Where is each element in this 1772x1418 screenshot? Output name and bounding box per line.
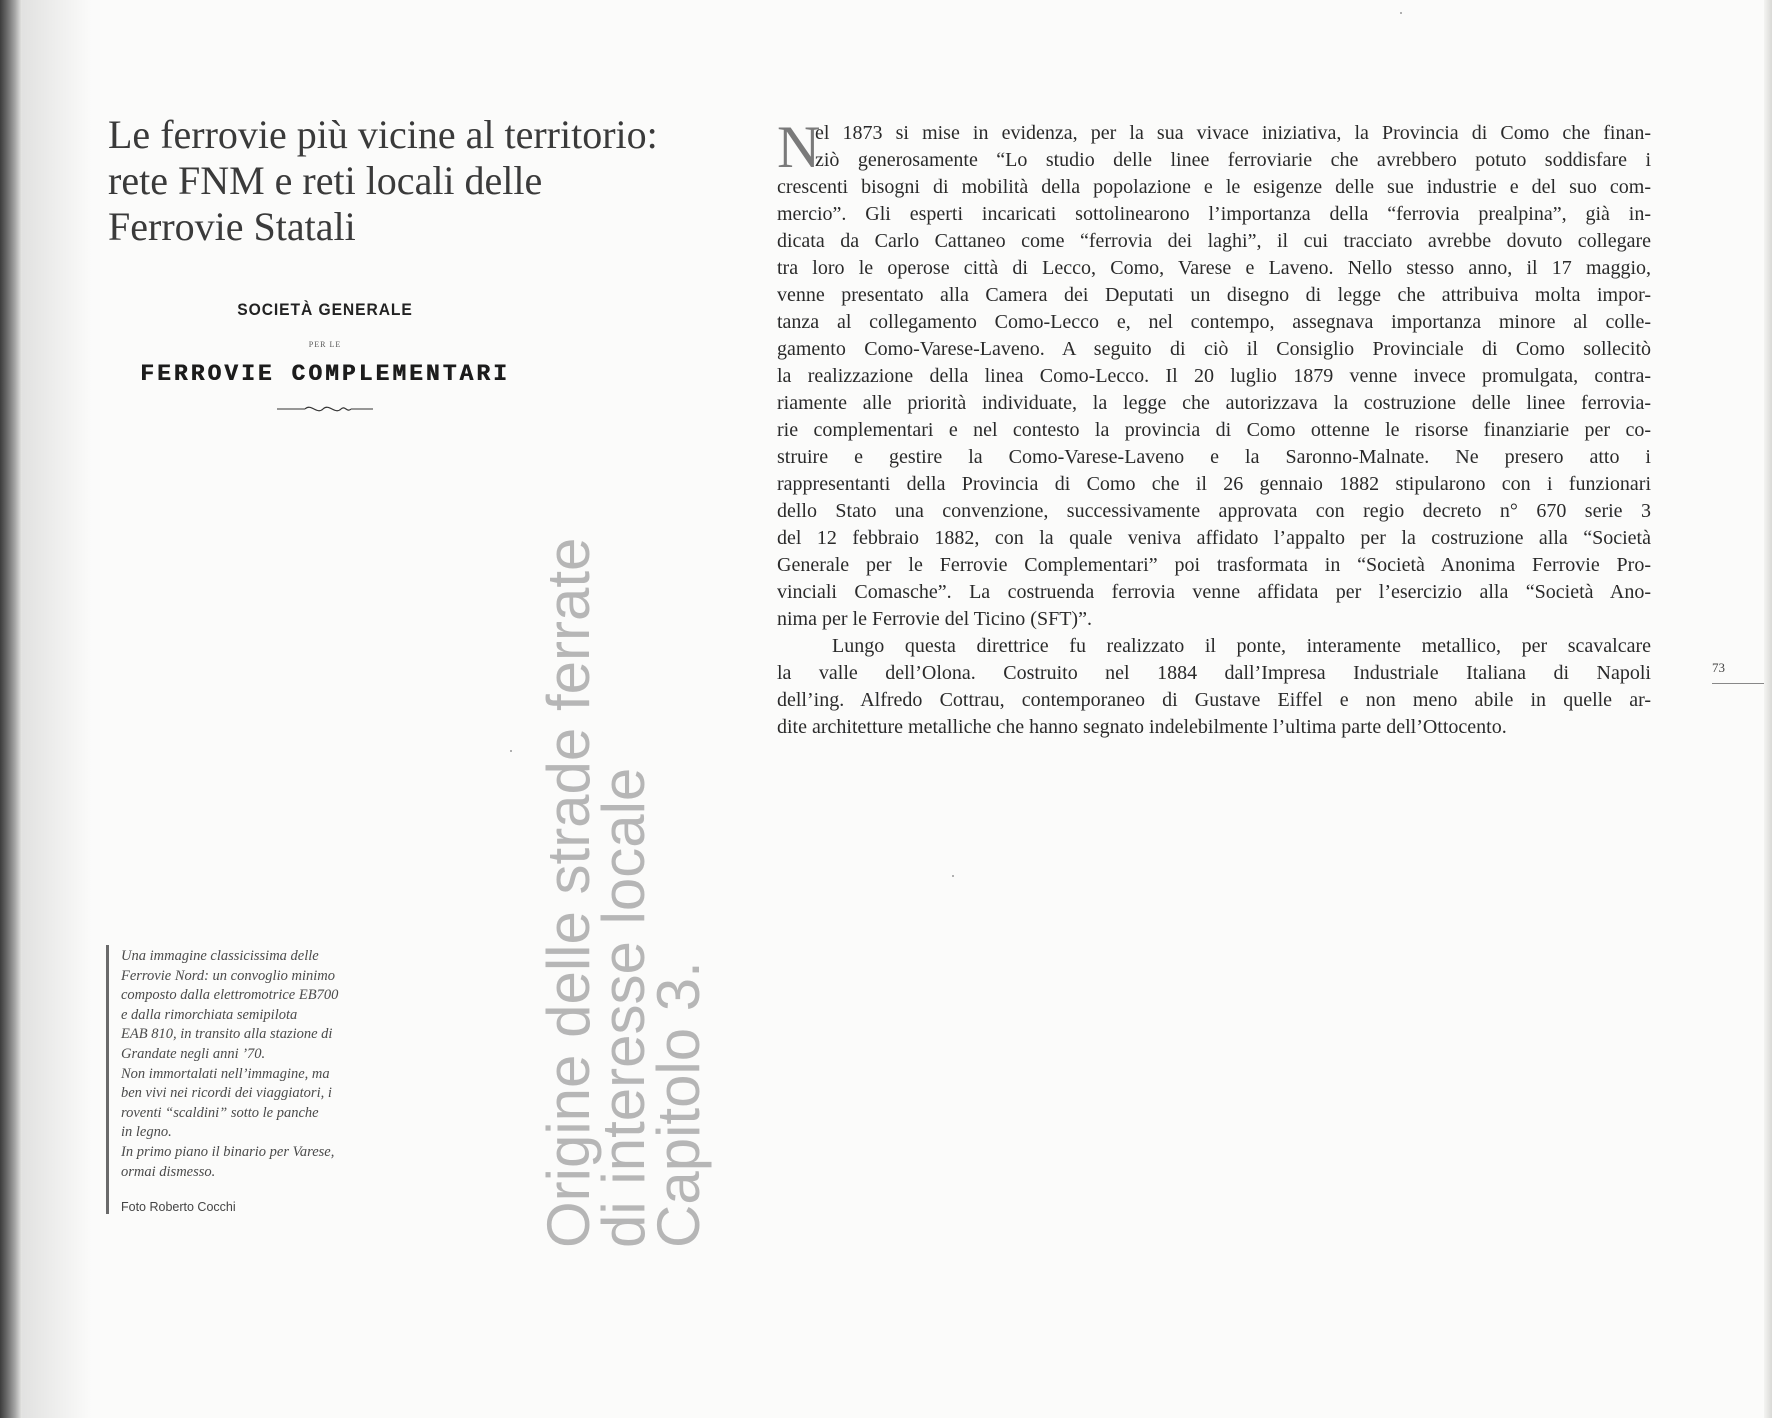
chapter-line: Capitolo 3. [645,961,712,1248]
article-line: tanza al collegamento Como-Lecco e, nel contempo, assegnava importanza minore al colle- [777,311,1651,333]
article-line: Lungo questa direttrice fu realizzato il ponte, interamente metallico, per scavalcare [832,635,1651,657]
caption-line: In primo piano il binario per Varese, [121,1143,335,1160]
article-line: nima per le Ferrovie del Ticino (SFT)”. [777,608,1092,630]
article-line: dell’ing. Alfredo Cottrau, contemporaneo di Gustave Eiffel e non meno abile in quelle ar- [777,689,1651,711]
article-line: la realizzazione della linea Como-Lecco. Il 20 luglio 1879 venne invece promulgata, contra- [777,365,1651,387]
drop-cap: N [777,114,821,180]
caption-line: Non immortalati nell’immagine, ma [121,1065,330,1082]
article-line: ziò generosamente “Lo studio delle linee ferroviarie che avrebbero potuto soddisfare i [815,149,1651,171]
caption-line: e dalla rimorchiata semipilota [121,1006,298,1023]
article-line: Generale per le Ferrovie Complementari” poi trasformata in “Società Anonima Ferrovie Pro- [777,554,1651,576]
article-line: rie complementari e nel contesto la provincia di Como ottenne le risorse finanziarie per co- [777,419,1651,441]
caption-line: roventi “scaldini” sotto le panche [121,1104,319,1121]
heading-line: Ferrovie Statali [108,204,356,249]
gutter-shade [22,0,92,1418]
article-line: dite architetture metalliche che hanno segnato indelebilmente l’ultima parte dell’Ottocento. [777,716,1507,738]
page-number-rule [1712,683,1764,684]
article-line: vinciali Comasche”. La costruenda ferrovia venne affidata per l’esercizio alla “Società Ano- [777,581,1651,603]
historic-masthead [110,300,540,415]
caption-line: EAB 810, in transito alla stazione di [121,1026,333,1043]
article-line: struire e gestire la Como-Varese-Laveno e la Saronno-Malnate. Ne presero atto i [777,446,1651,468]
masthead-per-le: PER LE [308,340,342,349]
paper-speck [1400,12,1402,14]
caption-line: in legno. [121,1124,172,1141]
chapter-line: di interesse locale [590,767,657,1248]
article-line: gamento Como-Varese-Laveno. A seguito di ciò il Consiglio Provinciale di Como sollecitò [777,338,1651,360]
caption-text [121,947,411,1182]
article-body [777,114,1651,741]
article-line: la valle dell’Olona. Costruito nel 1884 dall’Impresa Industriale Italiana di Napoli [777,662,1651,684]
caption-line: Una immagine classicissima delle [121,948,319,964]
article-line: venne presentato alla Camera dei Deputati un disegno di legge che attribuiva molta impor- [777,284,1651,306]
paper-speck [510,750,512,752]
article-line: mercio”. Gli esperti incaricati sottolinearono l’importanza della “ferrovia prealpina”, già in- [777,203,1651,225]
masthead-company: SOCIETÀ GENERALE [237,300,413,319]
article-line: tra loro le operose città di Lecco, Como, Varese e Laveno. Nello stesso anno, il 17 maggio, [777,257,1651,279]
caption-line: Grandate negli anni ’70. [121,1045,266,1062]
page-edge [1764,0,1772,1418]
caption-line: ben vivi nei ricordi dei viaggiatori, i [121,1085,332,1102]
chapter-line: Origine delle strade ferrate [535,537,602,1248]
article-line: del 12 febbraio 1882, con la quale veniva affidato l’appalto per la costruzione alla “Società [777,527,1651,549]
caption-line: composto dalla elettromotrice EB700 [121,987,339,1004]
article-line: dicata da Carlo Cattaneo come “ferrovia dei laghi”, il cui tracciato avrebbe dovuto collegare [777,230,1651,252]
photo-caption [106,945,411,1214]
caption-line: Ferrovie Nord: un convoglio minimo [121,967,335,984]
article-line: el 1873 si mise in evidenza, per la sua vivace iniziativa, la Provincia di Como che finan- [815,122,1651,144]
masthead-title: FERROVIE COMPLEMENTARI [140,361,510,387]
paper-speck [952,875,954,877]
heading-line: Le ferrovie più vicine al territorio: [108,112,658,157]
ornament-flourish-icon [275,403,375,415]
article-line: riamente alle priorità individuate, la legge che autorizzava la costruzione delle linee ferrovia- [777,392,1651,414]
book-binding-shadow [0,0,22,1418]
article-line: rappresentanti della Provincia di Como che il 26 gennaio 1882 stipularono con i funzionari [777,473,1651,495]
photo-credit: Foto Roberto Cocchi [121,1200,236,1215]
article-line: dello Stato una convenzione, successivamente approvata con regio decreto n° 670 serie 3 [777,500,1651,522]
page-number: 73 [1712,660,1725,675]
heading-line: rete FNM e reti locali delle [108,158,543,203]
section-heading [108,112,688,250]
caption-line: ormai dismesso. [121,1163,216,1180]
article-line: crescenti bisogni di mobilità della popolazione e le esigenze delle sue industrie e del suo com- [777,176,1651,198]
